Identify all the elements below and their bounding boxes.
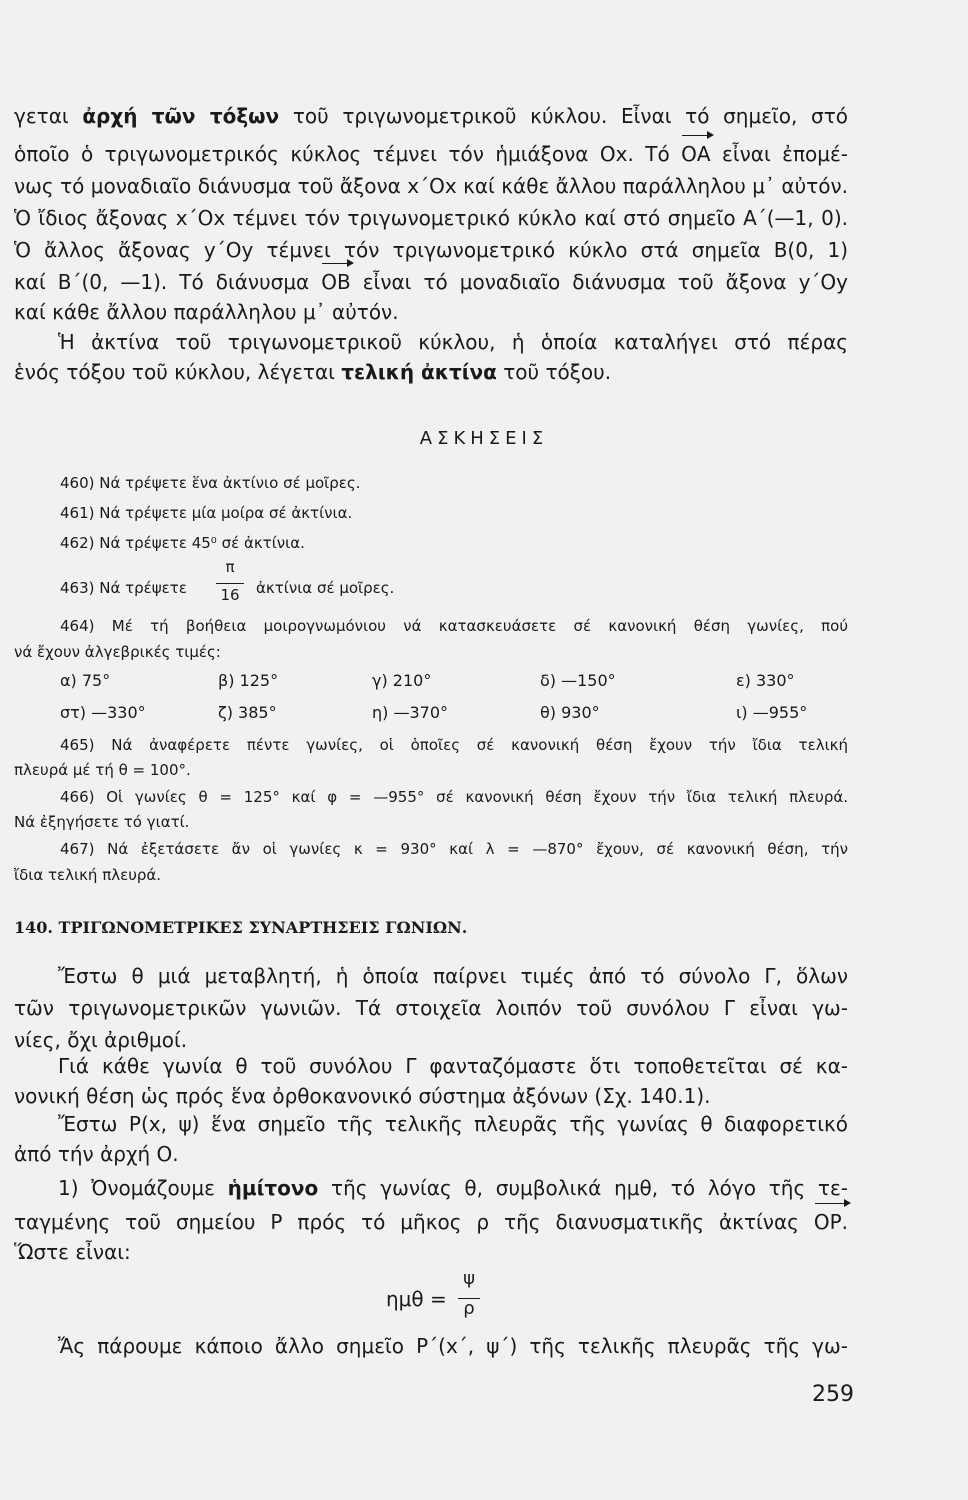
fraction-bar [216,583,244,584]
angle-value: ε) 330° [736,671,795,690]
formula-numerator: ψ [463,1268,475,1289]
section-title: 140. ΤΡΙΓΩΝΟΜΕΤΡΙΚΕΣ ΣΥΝΑΡΤΗΣΕΙΣ ΓΩΝΙΩΝ. [14,918,468,937]
text-line: Ἔστω θ μιά μεταβλητή, ἡ ὁποία παίρνει τιμές ἀπό τό σύνολο Γ, ὅλων [58,964,848,988]
text-line: ἀπό τήν ἀρχή Ο. [14,1142,179,1166]
angle-value: γ) 210° [372,671,432,690]
angle-value: στ) —330° [60,703,146,722]
text-line: Γιά κάθε γωνία θ τοῦ συνόλου Γ φανταζόμαστε ὅτι τοποθετεῖται σέ κα- [58,1054,848,1078]
text-line: καί Β΄(0, —1). Τό διάνυσμα ΟΒ εἶναι τό μοναδιαῖο διάνυσμα τοῦ ἄξονα y΄Οy [14,266,848,298]
text-line: 1) Ὀνομάζουμε ἡμίτονο τῆς γωνίας θ, συμβολικά ημθ, τό λόγο τῆς τε- [58,1176,848,1200]
exercise-461: 461) Νά τρέψετε μία μοίρα σέ ἀκτίνια. [60,504,353,522]
exercise-463: 463) Νά τρέψετε [60,579,187,597]
exercise-465-cont: πλευρά μέ τή θ = 100°. [14,761,191,779]
text-line: Ἔστω Ρ(x, ψ) ἕνα σημεῖο τῆς τελικῆς πλευρᾶς τῆς γωνίας θ διαφορετικό [58,1112,848,1136]
text-line: Ἡ ἀκτίνα τοῦ τριγωνομετρικοῦ κύκλου, ἡ ὁποία καταλήγει στό πέρας [58,330,848,354]
page-number: 259 [812,1382,854,1407]
text-line: γεται ἀρχή τῶν τόξων τοῦ τριγωνομετρικοῦ κύκλου. Εἶναι τό σημεῖο, στό [14,104,849,128]
text-line: Ὥστε εἶναι: [14,1240,131,1264]
text-line: νως τό μοναδιαῖο διάνυσμα τοῦ ἄξονα x΄Οx καί κάθε ἄλλου παράλληλου μ᾿ αὐτόν. [14,174,848,198]
text-line: Ὁ ἄλλος ἄξονας y΄Οy τέμνει τόν τριγωνομετρικό κύκλο στά σημεῖα Β(0, 1) [14,238,848,262]
exercise-465: 465) Νά ἀναφέρετε πέντε γωνίες, οἱ ὁποῖες σέ κανονική θέση ἔχουν τήν ἴδια τελική [60,736,848,754]
exercise-467: 467) Νά ἐξετάσετε ἄν οἱ γωνίες κ = 930° καί λ = —870° ἔχουν, σέ κανονική θέση, τήν [60,840,848,858]
exercise-466: 466) Οἱ γωνίες θ = 125° καί φ = —955° σέ κανονική θέση ἔχουν τήν ἴδια τελική πλευρά. [60,788,848,806]
text-line: Ἄς πάρουμε κάποιο ἄλλο σημεῖο Ρ΄(x΄, ψ΄) τῆς τελικῆς πλευρᾶς τῆς γω- [58,1334,848,1358]
text-line: καί κάθε ἄλλου παράλληλου μ᾿ αὐτόν. [14,300,399,324]
vector-ob: ΟΒ [321,266,350,298]
angle-value: η) —370° [372,703,449,722]
angle-value: α) 75° [60,671,111,690]
text-line: ὁποῖο ὁ τριγωνομετρικός κύκλος τέμνει τόν ἡμιάξονα Οx. Τό ΟΑ εἶναι ἐπομέ- [14,138,848,170]
exercise-464-cont: νά ἔχουν ἀλγεβρικές τιμές: [14,643,221,661]
exercise-463-rest: ἀκτίνια σέ μοῖρες. [256,579,395,597]
exercise-460: 460) Νά τρέψετε ἕνα ἀκτίνιο σέ μοῖρες. [60,474,361,492]
angle-value: δ) —150° [540,671,616,690]
fraction-numerator: π [225,558,235,576]
angle-value: ζ) 385° [218,703,277,722]
text-line: νίες, ὄχι ἀριθμοί. [14,1028,188,1052]
vector-oa: ΟΑ [681,138,710,170]
text-line: τῶν τριγωνομετρικῶν γωνιῶν. Τά στοιχεῖα λοιπόν τοῦ συνόλου Γ εἶναι γω- [14,996,848,1020]
text-line: ταγμένης τοῦ σημείου Ρ πρός τό μῆκος ρ τῆς διανυσματικῆς ἀκτίνας ΟΡ. [14,1206,848,1238]
exercise-466-cont: Νά ἐξηγήσετε τό γιατί. [14,813,190,831]
exercise-464: 464) Μέ τή βοήθεια μοιρογνωμόνιου νά κατασκευάσετε σέ κανονική θέση γωνίες, πού [60,617,848,635]
exercise-467-cont: ἴδια τελική πλευρά. [14,866,162,884]
angle-value: θ) 930° [540,703,600,722]
angle-value: ι) —955° [736,703,808,722]
angle-value: β) 125° [218,671,279,690]
text-line: ἑνός τόξου τοῦ κύκλου, λέγεται τελική ἀκτίνα τοῦ τόξου. [14,360,612,384]
exercise-462: 462) Νά τρέψετε 45⁰ σέ ἀκτίνια. [60,534,305,552]
exercises-heading: ΑΣΚΗΣΕΙΣ [419,428,549,449]
formula-denominator: ρ [463,1298,475,1319]
text-line: Ὁ ἴδιος ἄξονας x΄Οx τέμνει τόν τριγωνομετρικό κύκλο καί στό σημεῖο Α΄(—1, 0). [14,206,848,230]
formula-lhs: ημθ = [386,1287,447,1311]
vector-op: ΟΡ. [814,1206,848,1238]
fraction-denominator: 16 [220,586,240,604]
text-line: νονική θέση ὡς πρός ἕνα ὀρθοκανονικό σύστημα ἀξόνων (Σχ. 140.1). [14,1084,711,1108]
